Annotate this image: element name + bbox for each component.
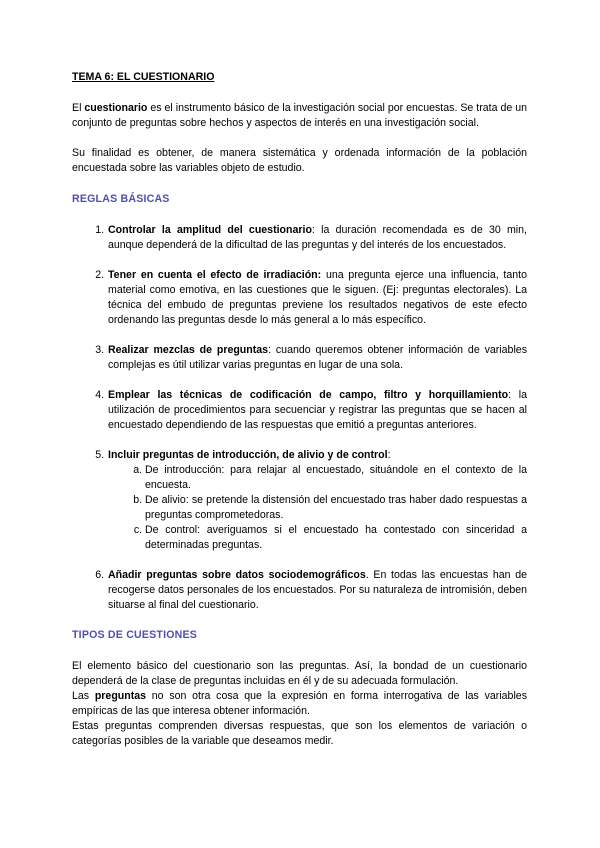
rule-item bbox=[107, 448, 527, 553]
rule-text: : la duración recomendada es de 30 min, aunque dependerá de la dificultad de las preguntas y del interés de los encuestados. bbox=[108, 224, 528, 251]
rule-title: Realizar mezclas de preguntas bbox=[108, 344, 269, 356]
text: Las bbox=[72, 690, 95, 702]
sub-item: c. De control: averiguamos si el encuestado ha contestado con sinceridad a determinadas preguntas. bbox=[145, 523, 527, 553]
rule-title: Emplear las técnicas de codificación de campo, filtro y horquillamiento bbox=[108, 389, 509, 401]
rule-title: Añadir preguntas sobre datos sociodemográficos bbox=[108, 569, 366, 581]
bold-term: preguntas bbox=[94, 690, 147, 702]
sub-list bbox=[108, 463, 527, 553]
sub-item: b. De alivio: se pretende la distensión del encuestado tras haber dado respuestas a preguntas comprometedoras. bbox=[145, 493, 527, 523]
intro-paragraph-2: Su finalidad es obtener, de manera sistemática y ordenada información de la población encuestada sobre las variables objeto de estudio. bbox=[72, 147, 527, 174]
tipos-paragraph-3: Estas preguntas comprenden diversas respuestas, que son los elementos de variación o categorías posibles de la variable que deseamos medir. bbox=[72, 720, 527, 747]
rule-text: : bbox=[387, 449, 391, 461]
text: es el instrumento básico de la investigación social por encuestas. Se trata de un conjunto de preguntas sobre hechos y aspectos de interés en una investigación social. bbox=[72, 102, 527, 129]
document-page bbox=[72, 70, 527, 749]
bold-term: cuestionario bbox=[84, 102, 148, 114]
rule-item bbox=[107, 223, 527, 253]
tipos-paragraph-2 bbox=[72, 689, 527, 719]
rule-title: Tener en cuenta el efecto de irradiación: bbox=[108, 269, 322, 281]
rule-item bbox=[107, 268, 527, 328]
rule-text: : cuando queremos obtener información de variables complejas es útil utilizar varias preguntas en lugar de una sola. bbox=[108, 344, 527, 371]
rules-list bbox=[72, 223, 527, 613]
rule-text: : la utilización de procedimientos para secuenciar y registrar las preguntas que se hacen al encuestado dependiendo de las respuestas que emitió a preguntas anteriores. bbox=[108, 389, 527, 431]
rule-title: Incluir preguntas de introducción, de alivio y de control bbox=[108, 449, 388, 461]
text: El bbox=[72, 102, 85, 114]
rule-text: una pregunta ejerce una influencia, tanto material como emotiva, en las cuestiones que le siguen. (Ej: preguntas electorales). La técnica del embudo de preguntas previene los resultados negativos de este efecto ordenando las preguntas desde lo más general a lo más específico. bbox=[108, 269, 527, 326]
document-title: TEMA 6: EL CUESTIONARIO bbox=[72, 71, 215, 83]
intro-paragraph-1 bbox=[72, 101, 527, 131]
rule-title: Controlar la amplitud del cuestionario bbox=[108, 224, 312, 236]
rule-text: . En todas las encuestas han de recogerse datos personales de los encuestados. Por su naturaleza de intromisión, deben situarse al final del cuestionario. bbox=[108, 569, 527, 611]
tipos-paragraph-1: El elemento básico del cuestionario son las preguntas. Así, la bondad de un cuestionario dependerá de la clase de preguntas incluidas en él y de su adecuada formulación. bbox=[72, 660, 527, 687]
rule-item bbox=[107, 568, 527, 613]
rule-item bbox=[107, 343, 527, 373]
rule-item bbox=[107, 388, 527, 433]
text: no son otra cosa que la expresión en forma interrogativa de las variables empíricas de las que interesa obtener información. bbox=[72, 690, 527, 717]
section-heading-reglas: REGLAS BÁSICAS bbox=[72, 193, 170, 205]
sub-item: a. De introducción: para relajar al encuestado, situándole en el contexto de la encuesta. bbox=[145, 463, 527, 493]
section-heading-tipos: TIPOS DE CUESTIONES bbox=[72, 629, 198, 641]
